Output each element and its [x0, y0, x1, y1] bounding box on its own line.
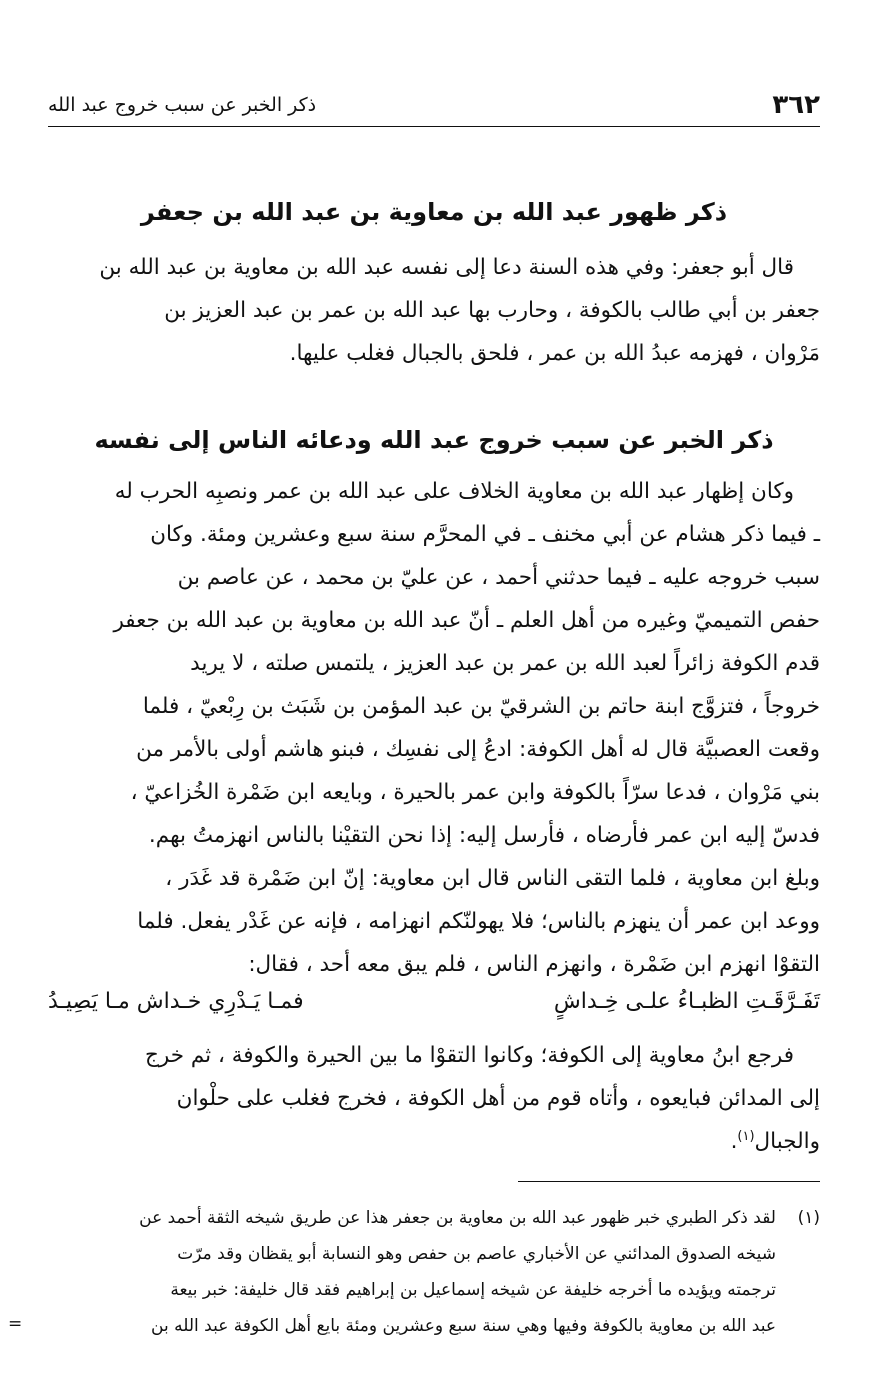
section-heading-2: ذكر الخبر عن سبب خروج عبد الله ودعائه الناس إلى نفسه	[94, 426, 774, 454]
text-line-last	[48, 1120, 820, 1163]
section-heading-1: ذكر ظهور عبد الله بن معاوية بن عبد الله بن جعفر	[140, 198, 728, 226]
footnote-reference[interactable]: (١)	[737, 1128, 755, 1144]
text-line: فدسّ إليه ابن عمر فأرضاه ، فأرسل إليه: إذا نحن التقيْنا بالناس انهزمتُ بهم.	[148, 823, 820, 848]
footnote-separator	[518, 1181, 820, 1182]
footnote-line: ترجمته ويؤيده ما أخرجه خليفة عن شيخه إسماعيل بن إبراهيم فقد قال خليفة: خبر بيعة	[170, 1280, 776, 1300]
text-line: فرجع ابنُ معاوية إلى الكوفة؛ وكانوا التقوْا ما بين الحيرة والكوفة ، ثم خرج	[144, 1043, 794, 1068]
page-number: ٣٦٢	[772, 90, 820, 120]
text-line: قدم الكوفة زائراً لعبد الله بن عمر بن عبد العزيز ، يلتمس صلته ، لا يريد	[190, 651, 820, 676]
text-line: سبب خروجه عليه ـ فيما حدثني أحمد ، عن عليّ بن محمد ، عن عاصم بن	[177, 565, 820, 590]
text-line: خروجاً ، فتزوَّج ابنة حاتم بن الشرقيّ بن عبد المؤمن بن شَبَث بن رِبْعيّ ، فلما	[142, 694, 820, 719]
text-line: التقوْا انهزم ابن ضَمْرة ، وانهزم الناس ، فلم يبق معه أحد ، فقال:	[248, 952, 820, 977]
text-line: ووعد ابن عمر أن ينهزم بالناس؛ فلا يهولنّكم انهزامه ، فإنه عن غَدْر يفعل. فلما	[137, 909, 820, 934]
text-line: وكان إظهار عبد الله بن معاوية الخلاف على عبد الله بن عمر ونصبِه الحرب له	[114, 479, 794, 504]
verse-first-hemistich: تَفَـرَّقَـتِ الظبـاءُ علـى خِـداشٍ	[553, 989, 820, 1014]
footnote-line: لقد ذكر الطبري خبر ظهور عبد الله بن معاوية بن جعفر هذا عن طريق شيخه الثقة أحمد عن	[139, 1208, 776, 1228]
footnote-continuation-mark: =	[8, 1314, 23, 1334]
footnote-1	[8, 1200, 820, 1344]
text-line: بني مَرْوان ، فدعا سرّاً بالكوفة وابن عمر بالحيرة ، وبايعه ابن ضَمْرة الخُزاعيّ ،	[130, 780, 820, 805]
text-fragment: والجبال	[754, 1129, 820, 1154]
footnote-line: عبد الله بن معاوية بالكوفة وفيها وهي سنة سبع وعشرين ومئة بايع أهل الكوفة عبد الله بن	[151, 1316, 776, 1336]
text-line: وبلغ ابن معاوية ، فلما التقى الناس قال ابن معاوية: إنّ ابن ضَمْرة قد غَدَر ،	[165, 866, 820, 891]
text-line: إلى المدائن فبايعوه ، وأتاه قوم من أهل الكوفة ، فخرج فغلب على حلْوان	[176, 1086, 820, 1111]
paragraph-3	[48, 1034, 820, 1163]
running-title: ذكر الخبر عن سبب خروج عبد الله	[48, 94, 317, 116]
text-line: حفص التميميّ وغيره من أهل العلم ـ أنّ عبد الله بن معاوية بن عبد الله بن جعفر	[113, 608, 820, 633]
text-line: جعفر بن أبي طالب بالكوفة ، وحارب بها عبد الله بن عمر بن عبد العزيز بن	[164, 298, 820, 323]
book-page	[8, 0, 820, 1387]
paragraph-2	[48, 470, 820, 986]
text-line: قال أبو جعفر: وفي هذه السنة دعا إلى نفسه عبد الله بن معاوية بن عبد الله بن	[99, 255, 794, 280]
poetry-verse	[48, 980, 820, 1024]
verse-second-hemistich: فمـا يَـدْرِي خـداش مـا يَصِيـدُ	[48, 989, 304, 1014]
text-line: ـ فيما ذكر هشام عن أبي مخنف ـ في المحرَّم سنة سبع وعشرين ومئة. وكان	[150, 522, 820, 547]
paragraph-1	[48, 246, 820, 375]
footnotes-section	[8, 1200, 820, 1344]
text-line: مَرْوان ، فهزمه عبدُ الله بن عمر ، فلحق بالجبال فغلب عليها.	[289, 341, 820, 366]
running-header	[48, 86, 820, 127]
final-period: .	[730, 1129, 738, 1154]
text-line: وقعت العصبيَّة قال له أهل الكوفة: ادعُ إلى نفسِك ، فبنو هاشم أولى بالأمر من	[136, 737, 820, 762]
footnote-marker: (١)	[797, 1208, 820, 1228]
footnote-line: شيخه الصدوق المدائني عن الأخباري عاصم بن حفص وهو النسابة أبو يقظان وقد مرّت	[177, 1244, 776, 1264]
